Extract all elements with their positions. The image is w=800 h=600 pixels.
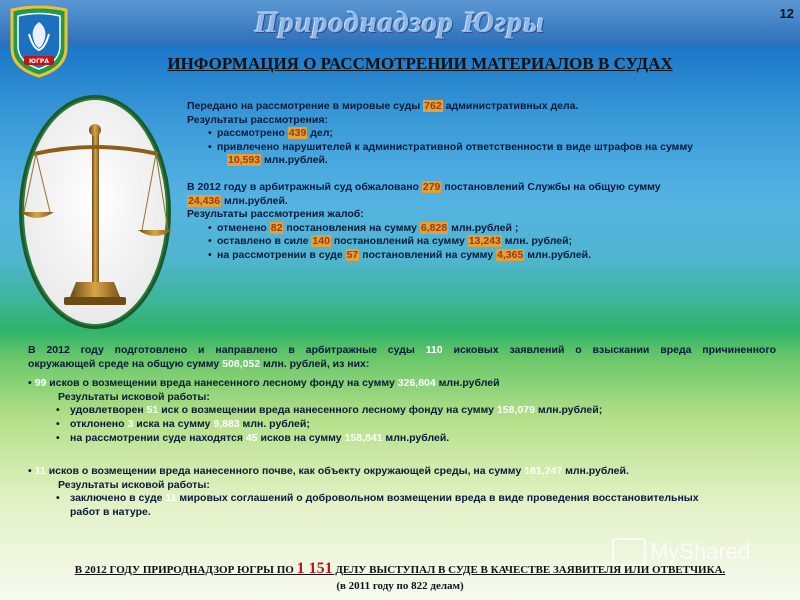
list-item: • удовлетворен 51 иск о возмещении вреда нанесенного лесному фонду на сумму 158,079 млн.рублей; — [28, 404, 776, 418]
list-item: • отменено 82 постановления на сумму 6,828 млн.рублей ; — [187, 222, 787, 236]
text-line: Результаты рассмотрения жалоб: — [187, 208, 364, 221]
text-line: Результаты рассмотрения: — [187, 113, 328, 126]
list-item: • заключено в суде 11 мировых соглашений о добровольном возмещении вреда в виде проведения восстановительных — [28, 492, 776, 506]
text-line: Результаты исковой работы: — [58, 390, 210, 403]
presentation-icon — [612, 538, 646, 566]
list-item: • на рассмотрении в суде 57 постановлений на сумму 4,365 млн.рублей. — [187, 249, 787, 263]
text-line: В 2012 году подготовлено и направлено в арбитражные суды 110 исковых заявлений о взыскании вреда причиненного — [28, 344, 776, 356]
page-title: Природнадзор Югры — [254, 6, 546, 39]
list-item-continuation: работ в натуре. — [70, 505, 151, 518]
list-item: • привлечено нарушителей к административной ответственности в виде штрафов на сумму — [187, 141, 787, 155]
text-line: Результаты исковой работы: — [58, 478, 210, 491]
text-line: окружающей среде на общую сумму 508,052 млн. рублей, из них: — [28, 357, 370, 370]
list-item: • отклонено 3 иска на сумму 9,883 млн. рублей; — [28, 418, 776, 432]
section-heading: ИНФОРМАЦИЯ О РАССМОТРЕНИИ МАТЕРИАЛОВ В СУДАХ — [167, 54, 673, 73]
coat-of-arms-icon — [8, 4, 70, 78]
text-line: Передано на рассмотрение в мировые суды 762 административных дела. — [187, 100, 579, 112]
scales-of-justice-image — [16, 92, 174, 332]
list-item: • 11 исков о возмещении вреда нанесенного почве, как объекту окружающей среды, на сумму 181,247 млн.рублей. — [28, 465, 629, 478]
logo-text: ЮГРА — [29, 58, 49, 65]
list-item: • на рассмотрении суде находятся 45 исков на сумму 158,841 млн.рублей. — [28, 432, 776, 446]
watermark — [612, 538, 750, 566]
list-item: • рассмотрено 439 дел; — [187, 127, 787, 141]
watermark-text: MyShared — [650, 539, 751, 564]
footer-note: (в 2011 году по 822 делам) — [336, 580, 464, 592]
page-number: 12 — [779, 6, 794, 21]
list-item: • 99 исков о возмещении вреда нанесенного лесному фонду на сумму 326,804 млн.рублей — [28, 377, 500, 390]
court-summary-block — [187, 100, 787, 263]
list-item-continuation: 10,593 млн.рублей. — [228, 154, 328, 167]
lawsuit-summary-block — [28, 344, 776, 520]
footer-summary: В 2012 ГОДУ ПРИРОДНАДЗОР ЮГРЫ ПО 1 151 ДЕЛУ ВЫСТУПАЛ В СУДЕ В КАЧЕСТВЕ ЗАЯВИТЕЛЯ ИЛИ ОТВЕТЧИКА. — [74, 560, 726, 577]
text-line: 24,436 млн.рублей. — [188, 194, 288, 207]
text-line: В 2012 году в арбитражный суд обжаловано 279 постановлений Службы на общую сумму — [187, 180, 661, 193]
list-item: • оставлено в силе 140 постановлений на сумму 13,243 млн. рублей; — [187, 235, 787, 249]
